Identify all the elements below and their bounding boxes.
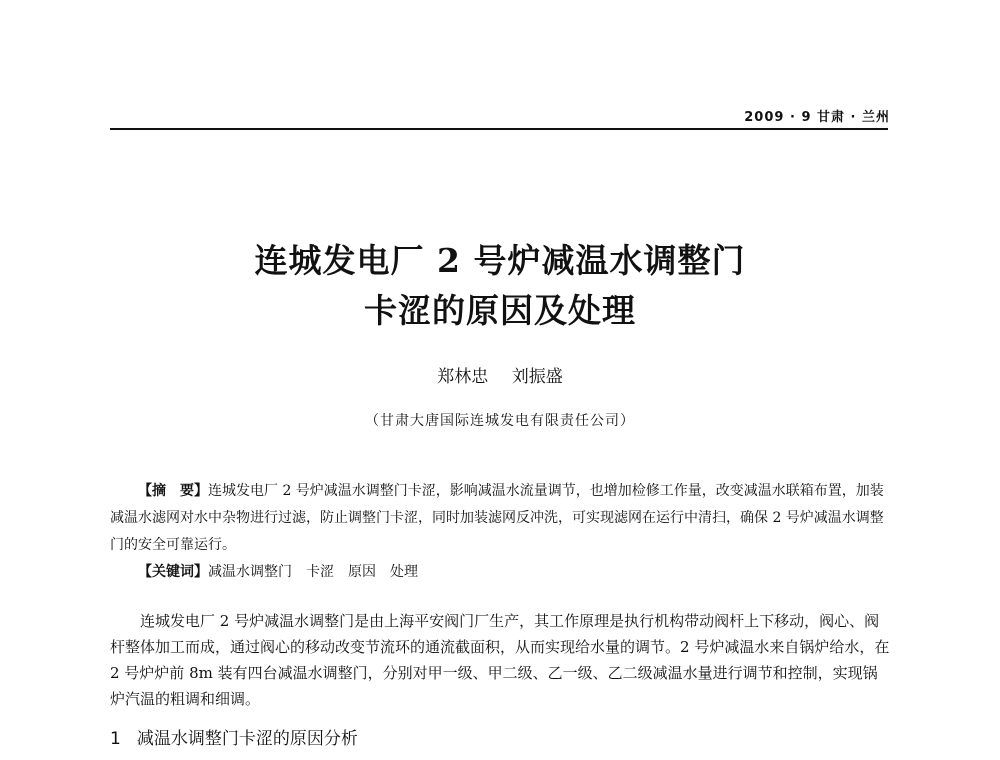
- abstract-paragraph: [110, 478, 890, 559]
- journal-date-location: 2009 · 9 甘肃 · 兰州: [744, 110, 890, 125]
- section-heading: [110, 724, 358, 749]
- article-title: [0, 236, 1000, 336]
- section-number: 1: [110, 729, 121, 749]
- keywords-text: 减温水调整门 卡涩 原因 处理: [208, 564, 418, 580]
- author-list: [0, 362, 1000, 387]
- abstract-section: [110, 478, 890, 586]
- body-paragraph: 连城发电厂 2 号炉减温水调整门是由上海平安阀门厂生产，其工作原理是执行机构带动阀杆上下移动，阀心、阀杆整体加工而成，通过阀心的移动改变节流环的通流截面积，从而实现给水量的调节。2 号炉减温水来自锅炉给水，在 2 号炉炉前 8m 装有四台减温水调整门，分别对甲一级、甲二级、乙一级、乙二级减温水量进行调节和控制，实现锅炉汽温的粗调和细调。: [110, 612, 890, 708]
- keywords-label: 【关键词】: [138, 564, 208, 580]
- title-line-2: 卡涩的原因及处理: [364, 291, 636, 330]
- abstract-text: 连城发电厂 2 号炉减温水调整门卡涩，影响减温水流量调节，也增加检修工作量，改变减温水联箱布置，加装减温水滤网对水中杂物进行过滤，防止调整门卡涩，同时加装滤网反冲洗，可实现滤网在运行中清扫，确保 2 号炉减温水调整门的安全可靠运行。: [110, 483, 884, 553]
- title-line-1: 连城发电厂 2 号炉减温水调整门: [254, 241, 746, 280]
- author-name: 刘振盛: [511, 367, 563, 387]
- abstract-label: 【摘 要】: [138, 483, 208, 499]
- affiliation: （甘肃大唐国际连城发电有限责任公司）: [365, 413, 635, 429]
- author-name: 郑林忠: [437, 367, 489, 387]
- header-rule: [110, 128, 888, 130]
- keywords-line: [110, 559, 890, 586]
- section-title: 减温水调整门卡涩的原因分析: [136, 729, 358, 749]
- body-section: [110, 608, 890, 712]
